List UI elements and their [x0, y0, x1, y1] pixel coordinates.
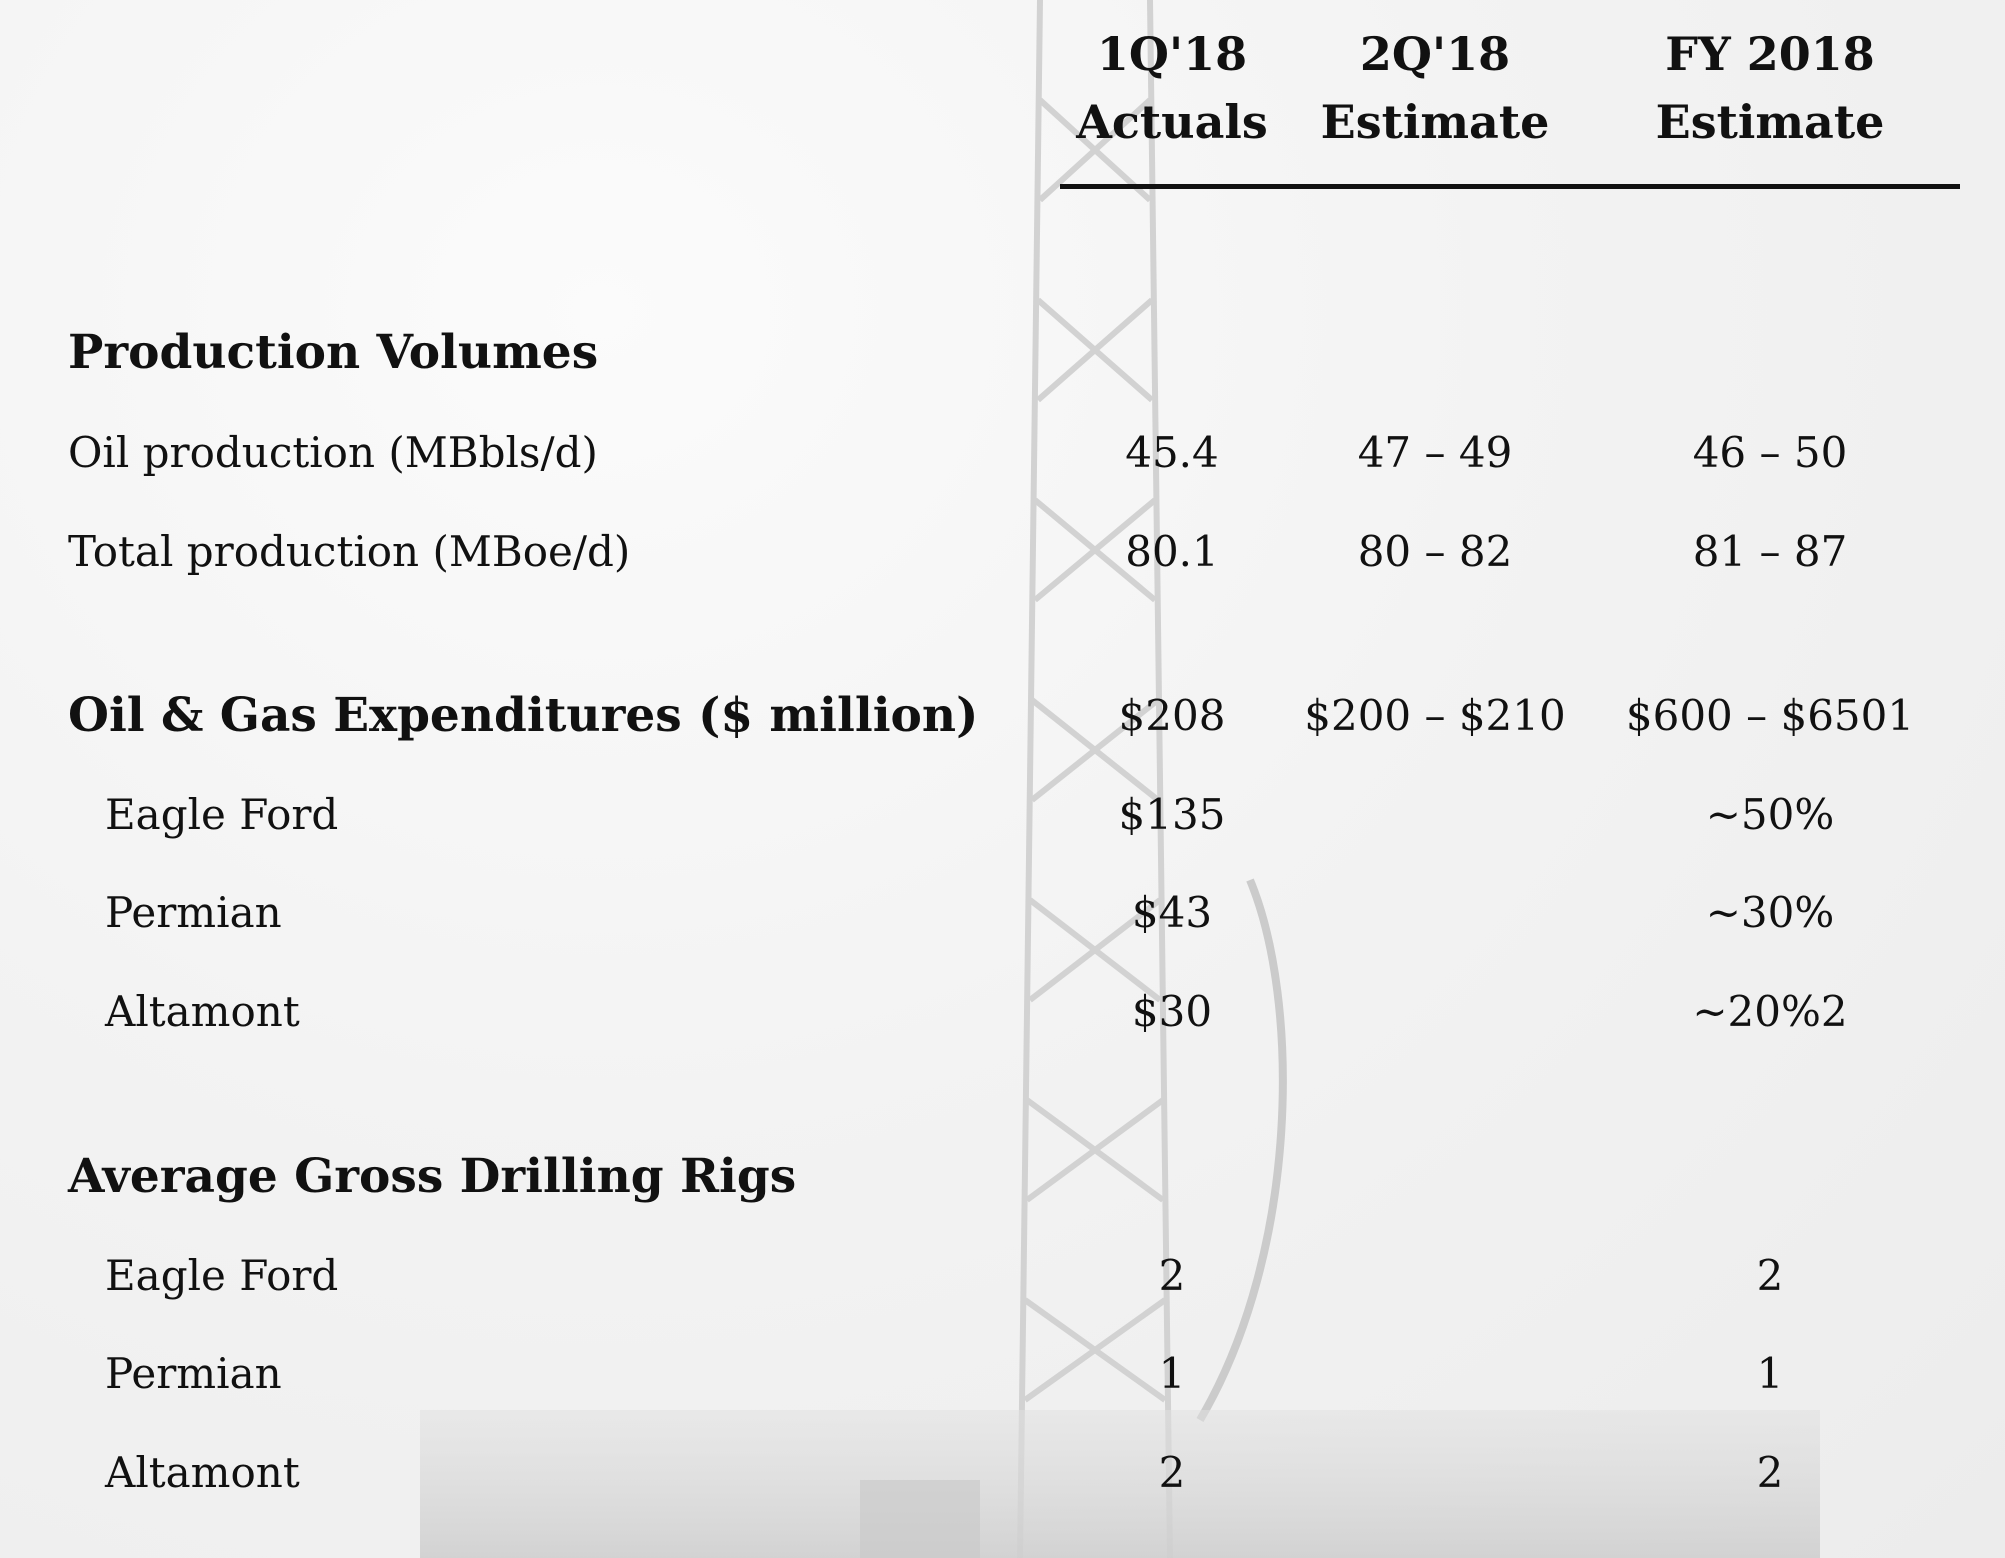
- cell-fy2018: 81 – 87: [1692, 527, 1848, 576]
- cell-2q18: $200 – $210: [1304, 691, 1566, 740]
- cell-fy2018: 1: [1756, 1349, 1784, 1398]
- table-row-rigs-altamont: [0, 1438, 2005, 1508]
- column-header-fy2018-estimate: [1620, 20, 1920, 156]
- row-label: Altamont: [105, 987, 300, 1036]
- cell-1q18: 1: [1158, 1349, 1186, 1398]
- column-header-line2: Estimate: [1655, 95, 1885, 149]
- row-label: Total production (MBoe/d): [68, 527, 631, 576]
- column-header-line1: FY 2018: [1665, 27, 1875, 81]
- row-label: Eagle Ford: [105, 790, 339, 839]
- table-row-oil-production: [0, 418, 2005, 488]
- cell-1q18: 2: [1158, 1448, 1186, 1497]
- section-title: Oil & Gas Expenditures ($ million): [68, 688, 979, 743]
- section-title: Production Volumes: [68, 325, 599, 380]
- row-label: Oil production (MBbls/d): [68, 428, 598, 477]
- table-row-expenditures-altamont: [0, 977, 2005, 1047]
- cell-1q18: $208: [1118, 691, 1226, 740]
- table-row-total-production: [0, 517, 2005, 587]
- column-header-line2: Actuals: [1076, 95, 1268, 149]
- table-row-rigs-eagle-ford: [0, 1241, 2005, 1311]
- cell-fy2018: 2: [1756, 1448, 1784, 1497]
- column-header-line2: Estimate: [1320, 95, 1550, 149]
- section-header-production-volumes: [0, 318, 2005, 388]
- column-header-2q18-estimate: [1285, 20, 1585, 156]
- section-header-expenditures: [0, 681, 2005, 751]
- cell-fy2018: ~50%: [1705, 790, 1835, 839]
- section-header-drilling-rigs: [0, 1142, 2005, 1212]
- header-divider: [1060, 184, 1960, 189]
- row-label: Permian: [105, 888, 282, 937]
- cell-1q18: $135: [1118, 790, 1226, 839]
- row-label: Permian: [105, 1349, 282, 1398]
- column-header-line1: 1Q'18: [1096, 27, 1248, 81]
- cell-1q18: $43: [1131, 888, 1213, 937]
- table-row-expenditures-eagle-ford: [0, 780, 2005, 850]
- cell-1q18: 80.1: [1125, 527, 1219, 576]
- table-row-expenditures-permian: [0, 878, 2005, 948]
- cell-1q18: 2: [1158, 1251, 1186, 1300]
- cell-fy2018: ~30%: [1705, 888, 1835, 937]
- row-label: Altamont: [105, 1448, 300, 1497]
- row-label: Eagle Ford: [105, 1251, 339, 1300]
- cell-fy2018: ~20%2: [1692, 987, 1848, 1036]
- table-row-rigs-permian: [0, 1339, 2005, 1409]
- cell-fy2018: 46 – 50: [1692, 428, 1848, 477]
- cell-2q18: 47 – 49: [1357, 428, 1513, 477]
- cell-1q18: $30: [1131, 987, 1213, 1036]
- cell-fy2018: 2: [1756, 1251, 1784, 1300]
- cell-1q18: 45.4: [1125, 428, 1219, 477]
- cell-2q18: 80 – 82: [1357, 527, 1513, 576]
- column-header-1q18-actuals: [1072, 20, 1272, 156]
- column-header-line1: 2Q'18: [1359, 27, 1511, 81]
- cell-fy2018: $600 – $6501: [1625, 691, 1915, 740]
- section-title: Average Gross Drilling Rigs: [68, 1149, 797, 1204]
